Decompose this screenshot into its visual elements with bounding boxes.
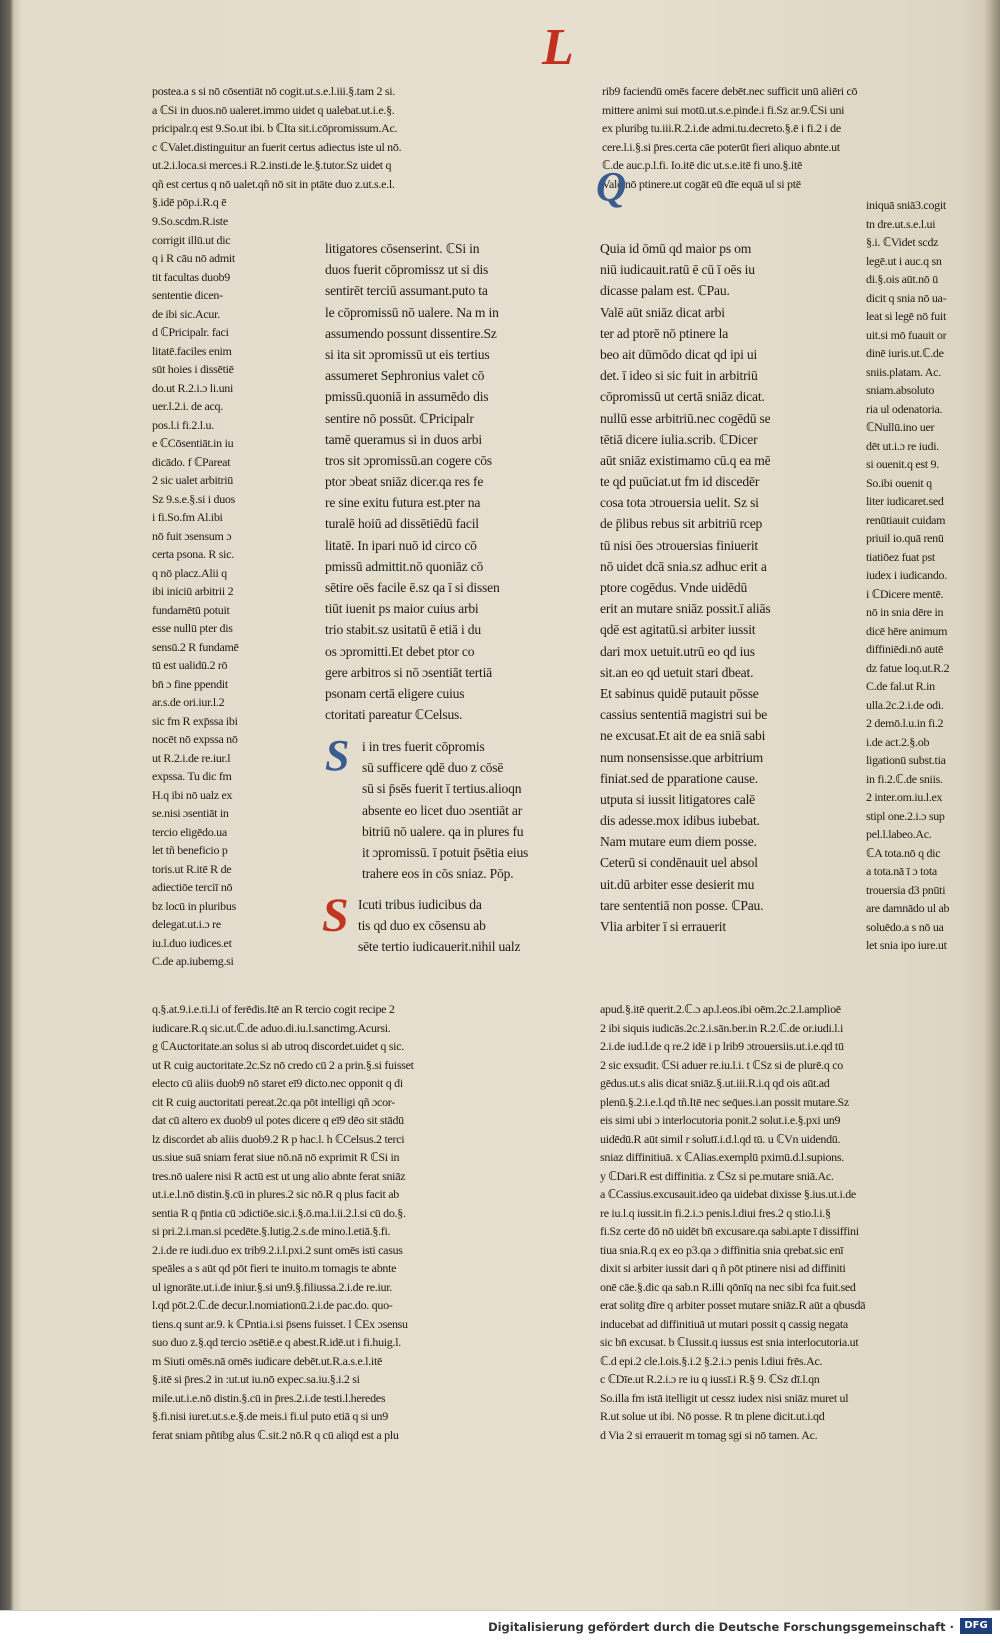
- text-line: niū iudicauit.ratū ē cū ī oēs iu: [600, 262, 755, 278]
- text-line: tiens.q sunt ar.9. k ℂPntia.i.si p̄sens fuisset. l ℂEx ɔsensu: [152, 1316, 408, 1331]
- text-line: R.ut solue ut ibi. Nō posse. R tn plene dicit.ut.i.qd: [600, 1409, 825, 1423]
- text-line: qdē est agitatū.si arbiter iussit: [600, 622, 756, 638]
- bottom-gloss-left: [152, 1000, 414, 1444]
- text-line: psonam certā eligere cuius: [325, 685, 465, 701]
- text-line: dicit q snia nō ua-: [866, 290, 947, 305]
- text-line: ctoritati pareatur ℂCelsus.: [325, 707, 463, 723]
- text-line: litatē.faciles enim: [152, 343, 232, 358]
- text-line: ut.i.e.l.nō distin.§.cū in plures.2 sic nō.R q plus facit ab: [152, 1187, 399, 1201]
- text-line: nō fuit ɔsensum ɔ: [152, 528, 232, 543]
- text-line: §.itē si p̄res.2 in :ut.ut iu.nō expec.sa.iu.§.i.2 si: [152, 1372, 360, 1386]
- text-line: i in tres fuerit cōpromis: [362, 739, 485, 754]
- text-line: pos.l.i fi.2.l.u.: [152, 417, 214, 432]
- text-line: 2 inter.om.iu.l.ex: [866, 790, 943, 804]
- text-line: ℂNullū.ino uer: [866, 420, 935, 434]
- text-line: ptore cogēdus. Vnde uidēdū: [600, 580, 748, 595]
- text-line: ℂ.d epi.2 cle.l.ois.§.i.2 §.2.i.ɔ penis l.diui frēs.Ac.: [600, 1353, 823, 1368]
- text-line: plenū.§.2.i.e.l.qd tñ.Itē nec seq̄ues.i.an possit mutare.Sz: [600, 1094, 849, 1109]
- text-line: fi.Sz certe dō nō uidēt bn̄ excusare.qa sabi.apte ī dissiffini: [600, 1224, 859, 1238]
- text-line: finiat.sed de pparatione cause.: [600, 770, 758, 786]
- text-line: let tñ beneficio p: [152, 843, 228, 857]
- text-line: dinē iuris.ut.ℂ.de: [866, 346, 944, 360]
- text-line: So.ibi ouenit q: [866, 475, 932, 490]
- text-line: dixit si arbiter iussit dari q ñ pōt ptinere nisi ad diffiniti: [600, 1261, 846, 1275]
- text-line: sū si p̄sēs fuerit ī tertius.alioqn: [362, 781, 522, 797]
- text-line: gere arbitros si nō ɔsentiāt tertiā: [325, 664, 493, 680]
- text-line: pmissū.quoniā in assumēdo dis: [325, 389, 489, 405]
- text-line: ut R.2.i.de re.iur.l: [152, 750, 231, 765]
- text-line: dicē hēre animum: [866, 623, 948, 638]
- text-line: sniaz diffinitiuā. x ℂAlias.exemplū pximū.d.l.supions.: [600, 1150, 844, 1164]
- text-line: sū sufficere qdē duo z cōsē: [362, 760, 504, 776]
- text-line: tn dre.ut.s.e.l.ui: [866, 216, 936, 231]
- text-line: a tota.nā ī ɔ tota: [866, 864, 937, 878]
- text-line: 2.i.de iud.l.de q re.2 idē i p lrib9 ɔtrouersiis.ut.i.e.qd tū: [600, 1039, 844, 1053]
- text-line: q nō placz.Alii q: [152, 565, 227, 580]
- text-line: absente eo licet duo ɔsentiāt ar: [362, 802, 523, 818]
- initial-s-red: S: [322, 889, 349, 942]
- text-line: delegat.ut.i.ɔ re: [152, 917, 221, 931]
- initial-s-blue: S: [325, 731, 350, 780]
- text-line: H.q ibi nō ualz ex: [152, 787, 233, 802]
- text-line: tū est ualidū.2 rō: [152, 658, 228, 672]
- left-gloss-side: [152, 212, 239, 971]
- text-line: tare sententiā non posse. ℂPau.: [600, 897, 764, 913]
- text-line: cere.l.i.§.si p̄res.certa cāe poterūt fieri aliquo abnte.ut: [602, 139, 840, 154]
- text-line: sit.an eo qd uetuit stari dbeat.: [600, 664, 754, 680]
- text-line: apud.§.itē querit.2.ℂ.ɔ ap.l.eos.ibi oēm.2c.2.l.amplioē: [600, 1002, 841, 1016]
- text-line: num nonsensisse.que arbitrium: [600, 749, 763, 765]
- text-line: turalē hoiū ad dissētiēdū facil: [325, 516, 479, 532]
- text-line: tiūt iuenit ps maior cuius arbi: [325, 601, 479, 617]
- text-line: cosa tota ɔtrouersia uelit. Sz si: [600, 495, 759, 511]
- text-line: sēte tertio iudicauerit.nihil ualz: [358, 939, 521, 955]
- text-line: ℂA tota.nō q dic: [866, 845, 941, 860]
- text-line: os ɔpromitti.Et debet ptor co: [325, 643, 475, 659]
- text-line: dari mox uetuit.utrū eo qd ius: [600, 643, 755, 659]
- text-line: toris.ut R.itē R de: [152, 861, 232, 876]
- text-line: expssa. Tu dic fm: [152, 769, 232, 783]
- text-line: nō in snia dēre in: [866, 605, 944, 619]
- text-line: dat cū altero ex duob9 ul potes dicere q eī9 dēo sit stādū: [152, 1113, 404, 1127]
- text-line: sniam.absoluto: [866, 383, 935, 397]
- text-line: utputa si iussit litigatores calē: [600, 791, 755, 807]
- text-line: beo ait dūmōdo dicat qd ipi ui: [600, 346, 758, 362]
- text-line: pmissū admittit.nō quoniāz cō: [325, 558, 484, 574]
- text-line: ria ul odenatoria.: [866, 401, 943, 416]
- text-line: le cōpromissū nō ualere. Na m in: [325, 304, 499, 320]
- text-line: iniquā sniā3.cogit: [866, 198, 946, 212]
- text-line: de ibi sic.Acur.: [152, 306, 220, 321]
- text-line: litigatores cōsenserint. ℂSi in: [325, 241, 480, 256]
- text-line: ne excusat.Et ait de ea sniā sabi: [600, 728, 766, 744]
- text-line: sentire nō possūt. ℂPricipalr: [325, 410, 474, 426]
- text-line: sentirēt terciū assumant.puto ta: [325, 283, 488, 299]
- text-line: 2 sic exsudit. ℂSi aduer re.iu.l.i. t ℂSz si de plurē.q co: [600, 1057, 843, 1072]
- text-line: dicasse palam est. ℂPau.: [600, 283, 730, 299]
- text-line: esse nullū pter dis: [152, 621, 233, 635]
- text-line: §.idē pōp.i.R.q ē: [152, 195, 227, 209]
- text-line: §.fi.nisi iuret.ut.s.e.§.de meis.i fi.ul puto etiā q si un9: [152, 1409, 388, 1423]
- right-gloss-top: [602, 82, 857, 193]
- text-line: y ℂDari.R est diffinitia. z ℂSz si pe.mutare sniā.Ac.: [600, 1168, 834, 1183]
- text-line: 2.i.de re iudi.duo ex trib9.2.i.l.pxi.2 sunt omēs isti casus: [152, 1242, 403, 1257]
- text-line: dis adesse.mox idibus iubebat.: [600, 813, 760, 829]
- text-line: ulla.2c.2.i.de odi.: [866, 697, 944, 712]
- text-line: q.§.at.9.i.e.ti.l.i of ferēdis.Itē an R tercio cogit recipe 2: [152, 1002, 395, 1016]
- text-line: ptor ɔbeat sniāz dicer.qa res fe: [325, 474, 484, 490]
- text-line: te qd puūciat.ut fm id discedēr: [600, 474, 760, 490]
- text-line: Sz 9.s.e.§.si i duos: [152, 491, 236, 506]
- text-line: stipl one.2.i.ɔ sup: [866, 808, 945, 823]
- text-line: cit R cuig auctoritati pereat.2c.qa pōt intelligi qñ ɔcor-: [152, 1094, 395, 1109]
- text-line: erat solitg dīre q arbiter posset mutare sniāz.R aūt a qbusdā: [600, 1298, 866, 1312]
- text-line: ter ad ptorē nō ptinere la: [600, 325, 729, 341]
- main-text-left-column-c: [358, 894, 520, 958]
- text-line: ut.2.i.loca.si merces.i R.2.insti.de le.§.tutor.Sz uidet q: [152, 158, 392, 172]
- text-line: d Via 2 si errauerit m tomag sgi si nō tamen. Ac.: [600, 1427, 818, 1442]
- text-line: dicādo. f ℂPareat: [152, 454, 231, 469]
- text-line: si pri.2.i.man.si pcedēte.§.lutig.2.s.de mino.l.etiā.§.fi.: [152, 1224, 391, 1238]
- text-line: e ℂCōsentiāt.in iu: [152, 436, 234, 450]
- text-line: c ℂValet.distinguitur an fuerit certus adiectus iste ul nō.: [152, 139, 402, 154]
- text-line: 9.So.scdm.R.iste: [152, 214, 228, 228]
- main-text-left-column: [325, 238, 500, 725]
- text-line: bz locū in pluribus: [152, 898, 236, 913]
- text-line: C.de ap.iubemg.si: [152, 954, 234, 968]
- text-line: ar.s.de ori.iur.l.2: [152, 695, 225, 709]
- text-line: speāles a s aūt qd pōt fieri te inuito.m tomagis te abnte: [152, 1261, 397, 1275]
- text-line: sensū.2 R fundamē: [152, 639, 239, 654]
- text-line: 2 sic ualet arbitriū: [152, 473, 233, 487]
- text-line: mile.ut.i.e.nō distin.§.cū in p̄res.2.i.de testi.l.heredes: [152, 1390, 386, 1405]
- text-line: Valē.nō ptinere.ut cogāt eū dīe equā ul si ptē: [602, 176, 801, 191]
- text-line: i ℂDicere mentē.: [866, 586, 944, 601]
- text-line: assumeret Sephronius valet cō: [325, 368, 485, 384]
- text-line: nō uidet dcā snia.sz adhuc erit a: [600, 558, 767, 574]
- text-line: dēt ut.i.ɔ re iudi.: [866, 438, 939, 453]
- text-line: fundamētū potuit: [152, 602, 230, 617]
- text-line: uer.l.2.i. de acq.: [152, 399, 223, 413]
- text-line: sentia R q p̄ntia cū ɔdictiōe.sic.i.§.ō.ma.l.ii.2.l.si cū do.§.: [152, 1205, 406, 1220]
- text-line: aūt sniāz existimamo cū.q ea mē: [600, 452, 771, 468]
- text-line: Et sabinus quidē putauit pōsse: [600, 685, 759, 701]
- text-line: sententie dicen-: [152, 288, 223, 302]
- text-line: soluēdo.a s nō ua: [866, 919, 944, 934]
- text-line: sētire oēs facile ē.sz qa ī si dissen: [325, 580, 500, 595]
- folio-letter: L: [542, 19, 574, 76]
- text-line: litatē. In ipari nuō id circo cō: [325, 537, 477, 553]
- text-line: gēdus.ut.s alis dicat sniāz.§.ut.iii.R.i.q qd ois aūt.ad: [600, 1076, 830, 1090]
- text-line: pel.l.labeo.Ac.: [866, 827, 932, 841]
- dfg-logo: DFG: [960, 1618, 992, 1634]
- text-line: tis qd duo ex cōsensu ab: [358, 918, 486, 934]
- text-line: bitriū nō ualere. qa in plures fu: [362, 823, 524, 839]
- text-line: postea.a s si nō cōsentiāt nō cogit.ut.s.e.l.iii.§.tam 2 si.: [152, 84, 395, 98]
- text-line: ℂ.de auc.p.l.fi. Io.itē dic ut.s.e.itē fi uno.§.itē: [602, 158, 803, 172]
- text-line: duos fuerit cōpromissz ut si dis: [325, 262, 489, 278]
- text-line: ut R cuig auctoritate.2c.Sz nō credo cū 2 a prin.§.si fuisset: [152, 1057, 414, 1072]
- text-line: diffiniēdi.nō autē: [866, 642, 944, 656]
- text-line: erit an mutare sniāz possit.ī aliās: [600, 601, 771, 617]
- text-line: trouersia d3 pnūti: [866, 882, 946, 897]
- text-line: sūt hoies i dissētiē: [152, 362, 234, 376]
- text-line: q i R cāu nō admit: [152, 251, 235, 265]
- text-line: a ℂSi in duos.nō ualeret.immo uidet q ualebat.ut.i.e.§.: [152, 102, 395, 117]
- text-line: uit.dū arbiter esse desierit mu: [600, 876, 755, 892]
- text-line: l.qd pōt.2.ℂ.de decur.l.nomiationū.2.i.de pac.do. quo-: [152, 1298, 393, 1312]
- text-line: iudex i iudicando.: [866, 568, 947, 582]
- text-line: uit.si mō fuauit or: [866, 327, 947, 342]
- text-line: Quia id ōmū qd maior ps om: [600, 241, 752, 256]
- text-line: ferat sniam pñtibg alus ℂ.sit.2 nō.R q cū aliqd est a plu: [152, 1427, 399, 1442]
- text-line: ul ignorāte.ut.i.de iniur.§.si un9.§.filiussa.2.i.de re.iur.: [152, 1279, 392, 1294]
- text-line: si ita sit ɔpromissū ut eis tertius: [325, 346, 490, 362]
- text-line: uidēdū.R aūt simil r solutī.i.d.l.qd tū. u ℂVn uidendū.: [600, 1131, 841, 1146]
- text-line: Icuti tribus iudicibus da: [358, 897, 482, 912]
- text-line: 2 ibi siquis iudicās.2c.2.i.sān.ber.in R.2.ℂ.de or.iudi.l.i: [600, 1020, 843, 1035]
- text-line: qñ est certus q nō ualet.qñ nō sit in ptāte duo z.ut.s.e.l.: [152, 176, 395, 191]
- text-line: in fi.2.ℂ.de sniis.: [866, 771, 943, 786]
- text-line: a ℂCassius.excusauit.ideo qa uidebat dixisse §.ius.ut.i.de: [600, 1187, 856, 1201]
- text-line: c ℂDīe.ut R.2.i.ɔ re iu q iussī.i R.§ 9. ℂSz dī.l.qn: [600, 1372, 820, 1386]
- main-text-right-column: [600, 238, 770, 937]
- text-line: re iu.l.q iussit.in fi.2.i.ɔ penis.l.diui fres.2 q stio.l.i.§: [600, 1205, 831, 1220]
- text-line: tiua snia.R.q ex eo p3.qa ɔ diffinitia snia qrebat.sic enī: [600, 1242, 844, 1257]
- text-line: ibi iniciū arbitrii 2: [152, 584, 234, 598]
- text-line: inducebat ad diffinitiuā ut mutari possit q cassig negata: [600, 1316, 848, 1331]
- text-line: legē.ut i auc.q sn: [866, 253, 942, 268]
- bottom-gloss-right: [600, 1000, 865, 1444]
- text-line: trahere eos in cōs sniaz. Pōp.: [362, 866, 514, 882]
- text-line: Ceterū si condēnauit uel absol: [600, 855, 758, 871]
- text-line: §.i. ℂVidet scdz: [866, 235, 939, 249]
- text-line: ligationū subst.tia: [866, 753, 946, 767]
- text-line: are damnādo ul ab: [866, 901, 950, 915]
- text-line: ex pluribg tu.iii.R.2.i.de admi.tu.decreto.§.ē i fi.2 i de: [602, 121, 841, 135]
- text-line: tit facultas duob9: [152, 269, 230, 284]
- left-gloss-top: [152, 82, 401, 212]
- text-line: tū nisi ōes ɔtrouersias finiuerit: [600, 537, 758, 553]
- right-gloss-side: [866, 196, 949, 955]
- text-line: m Siuti omēs.nā omēs iudicare debēt.ut.R.a.s.e.l.itē: [152, 1353, 383, 1368]
- text-line: C.de fal.ut R.in: [866, 679, 935, 693]
- text-line: mittere animi sui motū.ut.s.e.pinde.i fi.Sz ar.9.ℂSi uni: [602, 102, 845, 117]
- text-line: it ɔpromissū. ī potuit p̄sētia eius: [362, 844, 529, 860]
- text-line: si ouenit.q est 9.: [866, 457, 939, 471]
- text-line: tercio eligēdo.ua: [152, 824, 227, 839]
- text-line: tiatiōez fuat pst: [866, 549, 935, 564]
- text-line: nocēt nō expssa nō: [152, 732, 238, 746]
- main-text-left-column-b: [362, 736, 528, 884]
- text-line: renūtiauit cuidam: [866, 512, 946, 527]
- footer-credit: Digitalisierung gefördert durch die Deutsche Forschungsgemeinschaft ·: [488, 1620, 954, 1634]
- text-line: nullū esse arbitriū.nec cogēdū se: [600, 410, 771, 426]
- text-line: cōpromissū ut certā sniāz dicat.: [600, 389, 765, 405]
- text-line: priuil io.quā renū: [866, 531, 944, 545]
- text-line: us.siue suā sniam ferat siue nō.nā nō exprimit R ℂSi in: [152, 1150, 400, 1164]
- text-line: onē cāe.§.dic qa sab.n R.illi qōnīq na nec sibi fca fuit.sed: [600, 1279, 856, 1294]
- text-line: rib9 faciendū omēs facere debēt.nec sufficit unū aliēri cō: [602, 84, 858, 98]
- text-line: lz discordet ab aliis duob9.2 R p hac.l. h ℂCelsus.2 terci: [152, 1131, 405, 1146]
- text-line: tētiā dicere iulia.scrib. ℂDicer: [600, 431, 758, 447]
- text-line: det. ī ideo si sic fuit in arbitriū: [600, 368, 758, 384]
- text-line: trio stabit.sz usitatū ē etiā i du: [325, 622, 481, 638]
- text-line: Valē aūt sniāz dicat arbi: [600, 304, 725, 320]
- text-line: di.§.ois aūt.nō ū: [866, 272, 938, 286]
- text-line: suo duo z.§.qd tercio ɔsētiē.e q abest.R.idē.ut i fi.huig.l.: [152, 1335, 401, 1349]
- text-line: de p̄libus rebus sit arbitriū rcep: [600, 516, 763, 532]
- text-line: tamē queramus si in duos arbi: [325, 431, 482, 447]
- text-line: sniis.platam. Ac.: [866, 364, 941, 379]
- text-line: eis simi ubi ɔ interlocutoria ponit.2 solut.i.e.§.pxi un9: [600, 1113, 841, 1127]
- text-line: d ℂPricipalr. faci: [152, 325, 229, 339]
- text-line: bn̄ ɔ fine ppendit: [152, 676, 228, 691]
- footer-bar: [0, 1610, 1000, 1643]
- text-line: 2 demō.l.u.in fi.2: [866, 716, 944, 730]
- text-line: liter iudicaret.sed: [866, 494, 944, 508]
- text-line: i fi.So.fm Al.ibi: [152, 510, 223, 524]
- text-line: re sine exitu futura est.pter na: [325, 495, 481, 511]
- text-line: iudicare.R.q sic.ut.ℂ.de aduo.di.iu.l.sanctimg.Acursi.: [152, 1020, 391, 1035]
- text-line: g ℂAuctoritate.an solus si ab utroq discordet.uidet q sic.: [152, 1039, 404, 1053]
- text-line: electo cū aliis duob9 nō staret eī9 dicto.nec opponit q di: [152, 1076, 403, 1090]
- text-line: iu.l.duo iudices.et: [152, 935, 232, 950]
- text-line: Nam mutare eum diem posse.: [600, 834, 757, 850]
- text-line: certa psona. R sic.: [152, 547, 234, 561]
- text-line: tres.nō ualere nisi R actū est ut ung alio abnte ferat sniāz: [152, 1168, 406, 1183]
- text-line: assumendo possunt dissentire.Sz: [325, 325, 497, 341]
- page-edge: [982, 0, 1000, 1610]
- text-line: i.de act.2.§.ob: [866, 734, 930, 749]
- text-line: pricipalr.q est 9.So.ut ibi. b ℂIta sit.i.cōpromissum.Ac.: [152, 121, 398, 135]
- text-line: So.illa fm istā itelligit ut cessz iudex nisi sniāz muret ul: [600, 1390, 849, 1405]
- text-line: sic bn̄ excusat. b ℂIussit.q iussus est snia interlocutoria.ut: [600, 1335, 859, 1349]
- text-line: dz fatue loq.ut.R.2: [866, 660, 950, 675]
- text-line: se.nisi ɔsentiāt in: [152, 806, 229, 820]
- text-line: do.ut R.2.i.ɔ li.uni: [152, 380, 234, 395]
- text-line: sic fm R exp̄ssa ibi: [152, 713, 238, 728]
- text-line: tros sit ɔpromissū.an cogere cōs: [325, 452, 492, 468]
- text-line: cassius sententiā magistri sui be: [600, 707, 768, 723]
- initial-q-blue: Q: [596, 165, 627, 211]
- text-line: Vlia arbiter ī si errauerit: [600, 919, 726, 934]
- text-line: adiectiōe terciī nō: [152, 880, 233, 894]
- text-line: leat si legē nō fuit: [866, 309, 946, 323]
- text-line: let snia ipo iure.ut: [866, 938, 947, 952]
- text-line: corrigit illū.ut dic: [152, 232, 231, 247]
